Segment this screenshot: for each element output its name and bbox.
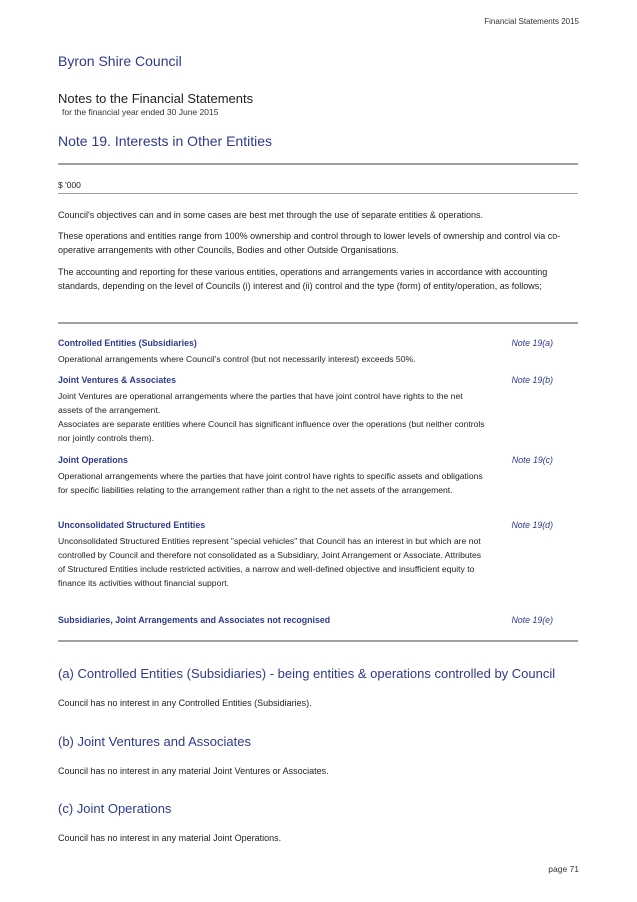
divider: [58, 322, 578, 324]
entity-type-description: Operational arrangements where Council's control (but not necessarily interest) exceeds 50%.: [58, 354, 416, 364]
note-reference: Note 19(b): [511, 375, 553, 385]
entity-type-title: Subsidiaries, Joint Arrangements and Associates not recognised: [58, 615, 331, 625]
intro-paragraph: These operations and entities range from 100% ownership and control through to lower levels of ownership and control via co-operative arrangements with other Councils, Bodies and other Outside Organisations.: [58, 231, 561, 255]
notes-title: Notes to the Financial Statements: [58, 91, 254, 106]
council-name: Byron Shire Council: [58, 53, 182, 69]
entity-type-description: Unconsolidated Structured Entities represent "special vehicles" that Council has an interest in but which are not controlled by Council and therefore not consolidated as a Subsidiary, Joint Arrangement or Associate. Attributes of Structured Entities include restricted activities, a narrow and well-defined objective and insufficient equity to finance its activities without financial support.: [58, 536, 482, 588]
divider: [58, 163, 578, 165]
note-heading: Note 19. Interests in Other Entities: [58, 133, 272, 149]
section-heading: (b) Joint Ventures and Associates: [58, 734, 251, 749]
entity-type-description: Joint Ventures are operational arrangements where the parties that have joint control have rights to the net assets of the arrangement. Associates are separate entities where Council has significant influence over the operations (but neither controls nor jointly controls them).: [58, 391, 485, 443]
notes-subtitle: for the financial year ended 30 June 2015: [62, 107, 219, 117]
entity-type-title: Unconsolidated Structured Entities: [58, 520, 206, 530]
note-reference: Note 19(d): [511, 520, 553, 530]
note-reference: Note 19(e): [511, 615, 553, 625]
section-heading: (c) Joint Operations: [58, 801, 172, 816]
units-label: $ '000: [58, 180, 81, 190]
intro-paragraph: The accounting and reporting for these various entities, operations and arrangements varies in accordance with accounting standards, depending on the level of Councils (i) interest and (ii) control and the type (form) of entity/operation, as follows;: [58, 267, 548, 291]
page-number: page 71: [548, 864, 579, 874]
divider: [58, 640, 578, 642]
section-text: Council has no interest in any material Joint Ventures or Associates.: [58, 766, 329, 776]
entity-type-title: Joint Operations: [58, 455, 128, 465]
entity-type-description: Operational arrangements where the parties that have joint control have rights to specific assets and obligations for specific liabilities relating to the arrangement rather than a right to the net assets of the arrangement.: [58, 471, 483, 495]
note-reference: Note 19(c): [511, 455, 553, 465]
section-text: Council has no interest in any material Joint Operations.: [58, 833, 282, 843]
section-text: Council has no interest in any Controlled Entities (Subsidiaries).: [58, 698, 312, 708]
intro-paragraph: Council's objectives can and in some cases are best met through the use of separate entities & operations.: [58, 210, 483, 220]
running-header: Financial Statements 2015: [484, 17, 579, 26]
section-heading: (a) Controlled Entities (Subsidiaries) - being entities & operations controlled by Council: [58, 666, 556, 681]
entity-type-title: Controlled Entities (Subsidiaries): [58, 338, 197, 348]
entity-type-title: Joint Ventures & Associates: [58, 375, 176, 385]
divider: [58, 193, 578, 194]
note-reference: Note 19(a): [511, 338, 553, 348]
